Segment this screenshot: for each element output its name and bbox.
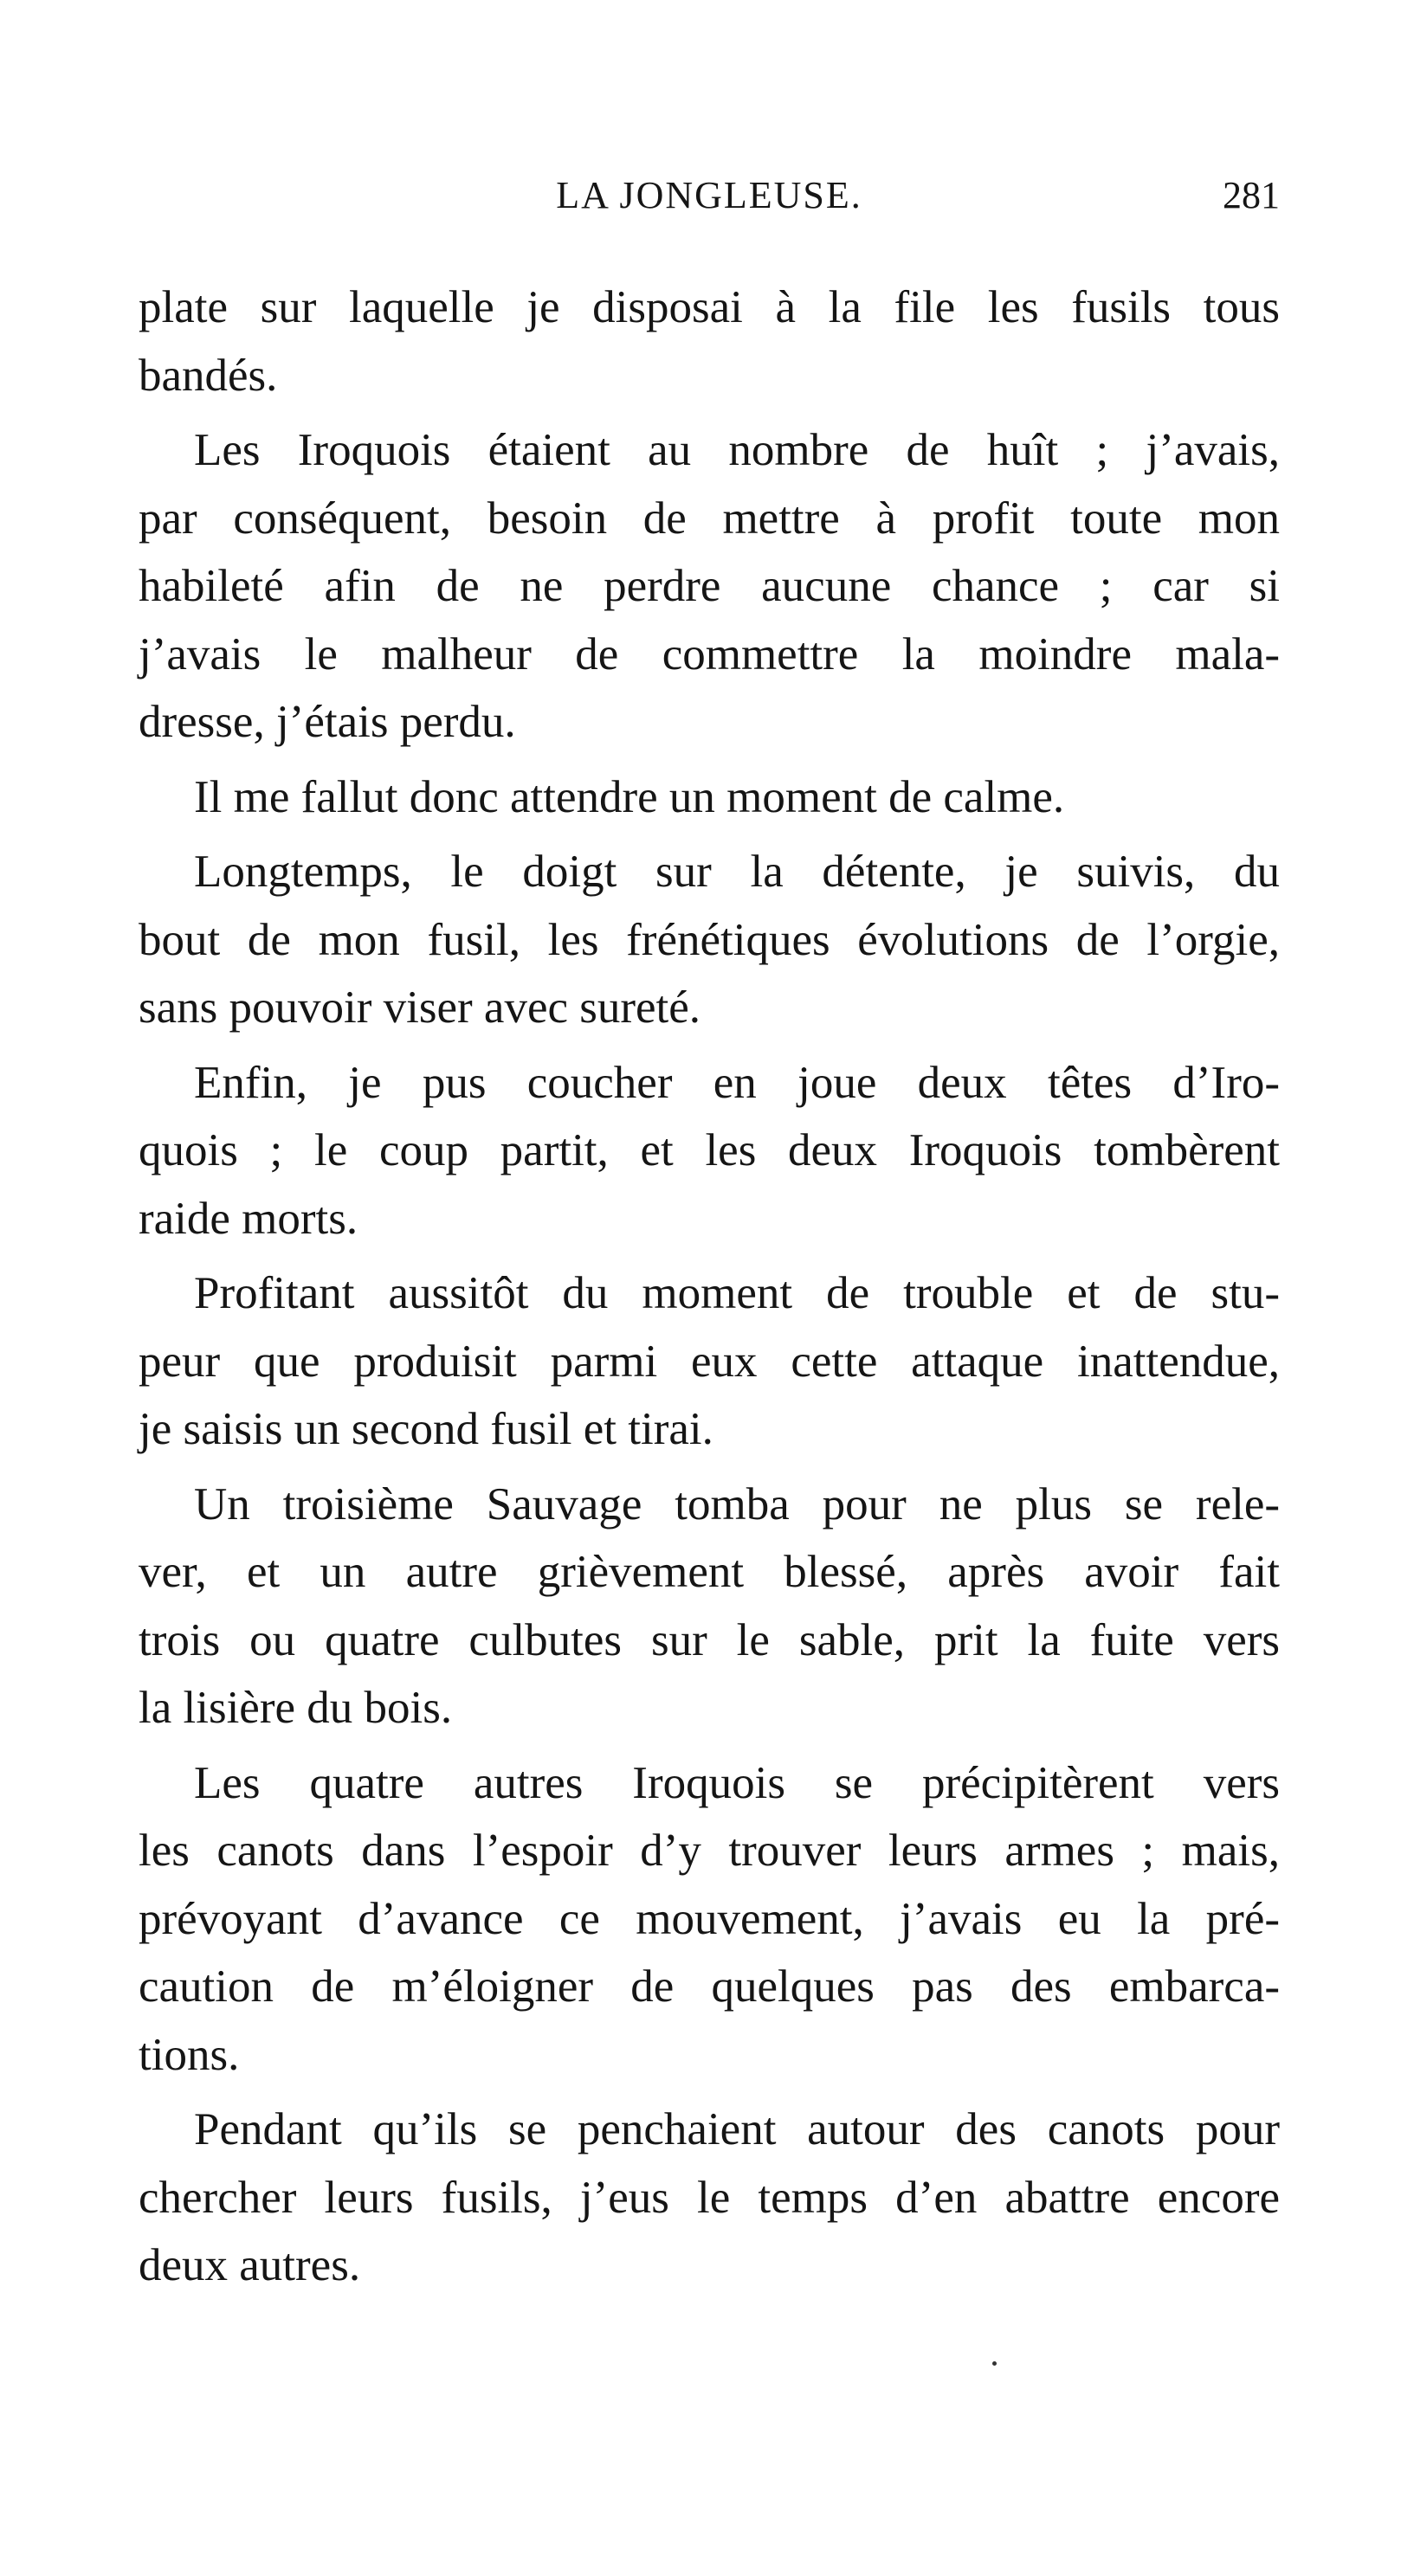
ink-speck [992,2361,997,2366]
text-line: Les quatre autres Iroquois se précipitèrent vers [194,1757,1280,1808]
text-line: les canots dans l’espoir d’y trouver leurs armes ; mais, [139,1826,1280,1876]
text-line: bandés. [139,350,278,401]
page-number: 281 [1223,174,1280,216]
text-line: Un troisième Sauvage tomba pour ne plus se rele- [194,1478,1280,1530]
text-line: Les Iroquois étaient au nombre de huît ; j’avais, [194,425,1280,475]
text-line: raide morts. [139,1193,358,1244]
text-line: dresse, j’étais perdu. [139,697,516,747]
text-line: Profitant aussitôt du moment de trouble et de stu- [194,1268,1280,1318]
text-line: habileté afin de ne perdre aucune chance ; car si [139,561,1280,611]
text-line: je saisis un second fusil et tirai. [139,1404,713,1454]
text-line: Enfin, je pus coucher en joue deux têtes d’Iro- [194,1057,1280,1108]
paragraph [139,1471,1280,1742]
text-line: quois ; le coup partit, et les deux Iroquois tombèrent [139,1125,1280,1175]
text-line: sans pouvoir viser avec sureté. [139,982,701,1033]
text-line: plate sur laquelle je disposai à la file les fusils tous [139,282,1280,332]
text-line: Il me fallut donc attendre un moment de calme. [194,771,1065,822]
paragraph [139,274,1280,409]
paragraph [139,838,1280,1042]
text-line: par conséquent, besoin de mettre à profit toute mon [139,493,1280,544]
text-line: tions. [139,2029,240,2080]
text-line: caution de m’éloigner de quelques pas des embarca- [139,1961,1280,2012]
text-line: la lisière du bois. [139,1683,453,1733]
text-line: trois ou quatre culbutes sur le sable, prit la fuite vers [139,1614,1280,1665]
text-line: prévoyant d’avance ce mouvement, j’avais eu la pré- [139,1893,1280,1944]
text-line: peur que produisit parmi eux cette attaque inattendue, [139,1336,1280,1387]
text-line: deux autres. [139,2240,361,2290]
running-title: LA JONGLEUSE. [556,174,862,216]
paragraph [139,1259,1280,1464]
text-line: bout de mon fusil, les frénétiques évolutions de l’orgie, [139,914,1280,965]
paragraph [139,2096,1280,2300]
text-line: j’avais le malheur de commettre la moindre mala- [139,628,1280,679]
running-header [139,170,1280,222]
paragraph [139,763,1280,832]
text-line: Pendant qu’ils se penchaient autour des canots pour [194,2104,1280,2154]
paragraph [139,1749,1280,2090]
paragraph [139,416,1280,757]
body-text [139,274,1280,2300]
text-line: Longtemps, le doigt sur la détente, je suivis, du [194,847,1280,897]
text-line: ver, et un autre grièvement blessé, après avoir fait [139,1547,1280,1597]
paragraph [139,1049,1280,1253]
text-line: chercher leurs fusils, j’eus le temps d’en abattre encore [139,2172,1280,2223]
